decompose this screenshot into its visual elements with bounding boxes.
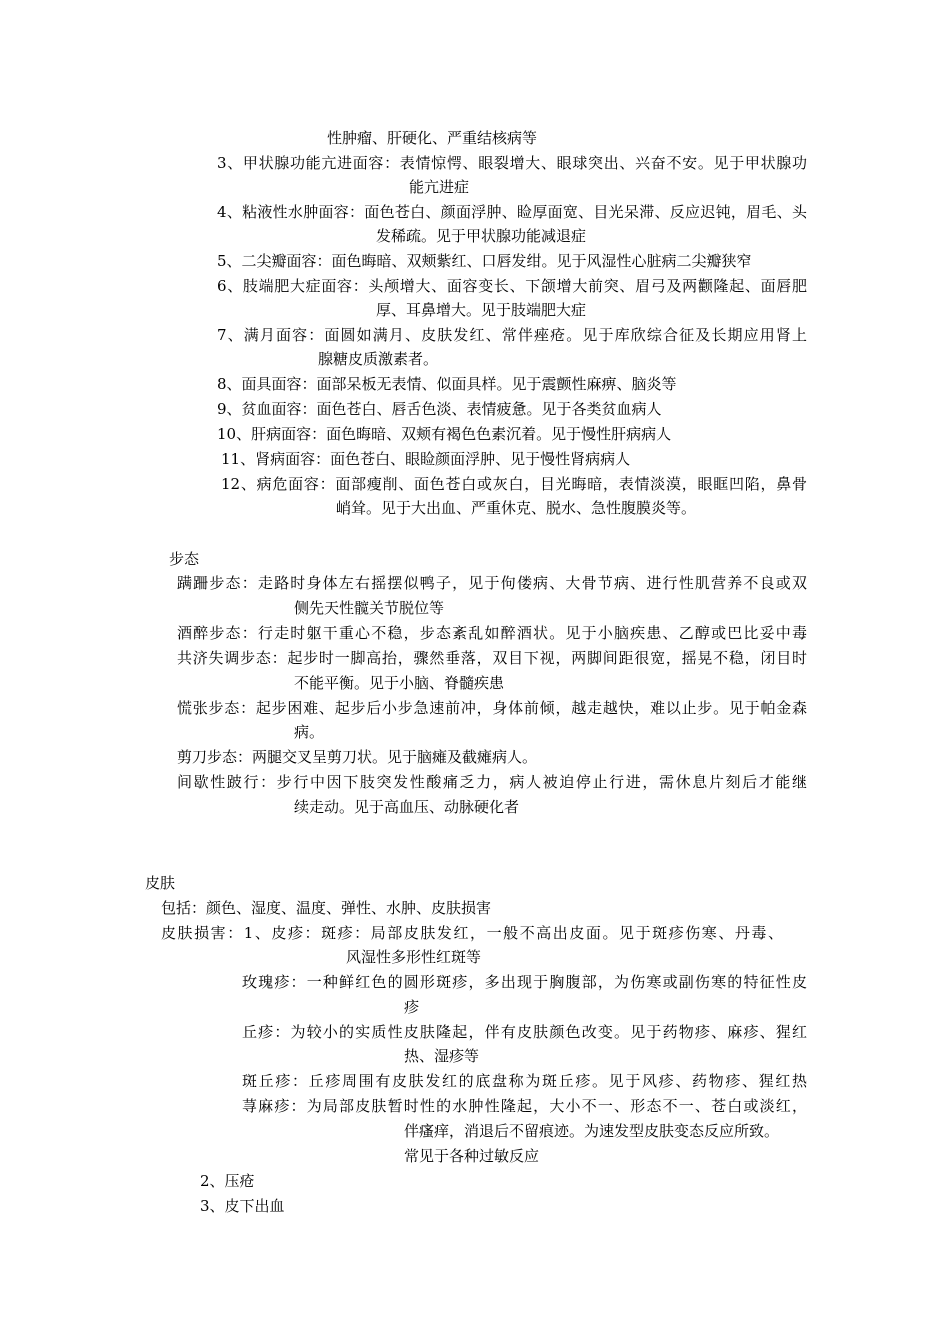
gait-item-waddling-cont: 侧先天性髋关节脱位等 bbox=[294, 599, 445, 617]
facial-item-12: 12、病危面容：面部瘦削、面色苍白或灰白，目光晦暗，表情淡漠，眼眶凹陷，鼻骨 bbox=[221, 475, 807, 493]
skin-heading: 皮肤 bbox=[145, 874, 176, 892]
facial-item-5: 5、二尖瓣面容：面色晦暗、双颊紫红、口唇发绀。见于风湿性心脏病二尖瓣狭窄 bbox=[217, 252, 752, 270]
skin-lesion-papule: 丘疹：为较小的实质性皮肤隆起，伴有皮肤颜色改变。见于药物疹、麻疹、猩红 bbox=[242, 1023, 807, 1041]
facial-continuation-line: 性肿瘤、肝硬化、严重结核病等 bbox=[327, 129, 538, 147]
facial-item-3: 3、甲状腺功能亢进面容：表情惊愕、眼裂增大、眼球突出、兴奋不安。见于甲状腺功 bbox=[217, 154, 807, 172]
facial-item-8: 8、面具面容：面部呆板无表情、似面具样。见于震颤性麻痹、脑炎等 bbox=[217, 375, 677, 393]
facial-item-9: 9、贫血面容：面色苍白、唇舌色淡、表情疲惫。见于各类贫血病人 bbox=[217, 400, 662, 418]
skin-includes: 包括：颜色、湿度、温度、弹性、水肿、皮肤损害 bbox=[161, 899, 492, 917]
facial-item-7-cont: 腺糖皮质激素者。 bbox=[318, 350, 439, 368]
facial-item-3-cont: 能亢进症 bbox=[409, 178, 470, 196]
facial-item-10: 10、肝病面容：面色晦暗、双颊有褐色色素沉着。见于慢性肝病病人 bbox=[217, 425, 672, 443]
gait-item-festinating-cont: 病。 bbox=[294, 723, 325, 741]
facial-item-4: 4、粘液性水肿面容：面色苍白、颜面浮肿、睑厚面宽、目光呆滞、反应迟钝，眉毛、头 bbox=[217, 203, 807, 221]
skin-lesion-macule-cont: 风湿性多形性红斑等 bbox=[346, 948, 482, 966]
gait-heading: 步态 bbox=[169, 550, 200, 568]
gait-item-drunken: 酒醉步态：行走时躯干重心不稳，步态紊乱如醉酒状。见于小脑疾患、乙醇或巴比妥中毒 bbox=[177, 624, 807, 642]
skin-lesion-macule: 皮肤损害：1、皮疹：斑疹：局部皮肤发红，一般不高出皮面。见于斑疹伤寒、丹毒、 bbox=[161, 924, 783, 942]
gait-item-ataxic-cont: 不能平衡。见于小脑、脊髓疾患 bbox=[294, 674, 505, 692]
skin-lesion-roseola: 玫瑰疹：一种鲜红色的圆形斑疹，多出现于胸腹部，为伤寒或副伤寒的特征性皮 bbox=[242, 973, 807, 991]
skin-item-pressure-sore: 2、压疮 bbox=[200, 1172, 255, 1190]
facial-item-7: 7、满月面容：面圆如满月、皮肤发红、常伴痤疮。见于库欣综合征及长期应用肾上 bbox=[217, 326, 807, 344]
facial-item-6: 6、肢端肥大症面容：头颅增大、面容变长、下颌增大前突、眉弓及两颧隆起、面唇肥 bbox=[217, 277, 807, 295]
gait-item-claudication-cont: 续走动。见于高血压、动脉硬化者 bbox=[294, 798, 520, 816]
skin-lesion-urticaria: 荨麻疹：为局部皮肤暂时性的水肿性隆起，大小不一、形态不一、苍白或淡红， bbox=[242, 1097, 807, 1115]
facial-item-12-cont: 峭耸。见于大出血、严重休克、脱水、急性腹膜炎等。 bbox=[336, 499, 697, 517]
gait-item-claudication: 间歇性跛行：步行中因下肢突发性酸痛乏力，病人被迫停止行进，需休息片刻后才能继 bbox=[177, 773, 807, 791]
skin-lesion-maculopapule: 斑丘疹：丘疹周围有皮肤发红的底盘称为斑丘疹。见于风疹、药物疹、猩红热 bbox=[242, 1072, 807, 1090]
gait-item-waddling: 蹒跚步态：走路时身体左右摇摆似鸭子，见于佝偻病、大骨节病、进行性肌营养不良或双 bbox=[177, 574, 807, 592]
skin-lesion-roseola-cont: 疹 bbox=[404, 998, 420, 1016]
skin-lesion-urticaria-cont: 伴瘙痒，消退后不留痕迹。为速发型皮肤变态反应所致。 bbox=[404, 1122, 780, 1140]
gait-item-festinating: 慌张步态：起步困难、起步后小步急速前冲，身体前倾，越走越快，难以止步。见于帕金森 bbox=[177, 699, 807, 717]
skin-lesion-urticaria-cont2: 常见于各种过敏反应 bbox=[404, 1147, 540, 1165]
gait-item-scissor: 剪刀步态：两腿交叉呈剪刀状。见于脑瘫及截瘫病人。 bbox=[177, 748, 538, 766]
facial-item-4-cont: 发稀疏。见于甲状腺功能减退症 bbox=[376, 227, 587, 245]
skin-lesion-papule-cont: 热、湿疹等 bbox=[404, 1047, 480, 1065]
facial-item-11: 11、肾病面容：面色苍白、眼睑颜面浮肿、见于慢性肾病病人 bbox=[221, 450, 631, 468]
gait-item-ataxic: 共济失调步态：起步时一脚高抬，骤然垂落，双目下视，两脚间距很宽，摇晃不稳，闭目时 bbox=[177, 649, 807, 667]
skin-item-subcutaneous-bleeding: 3、皮下出血 bbox=[200, 1197, 285, 1215]
facial-item-6-cont: 厚、耳鼻增大。见于肢端肥大症 bbox=[376, 301, 587, 319]
